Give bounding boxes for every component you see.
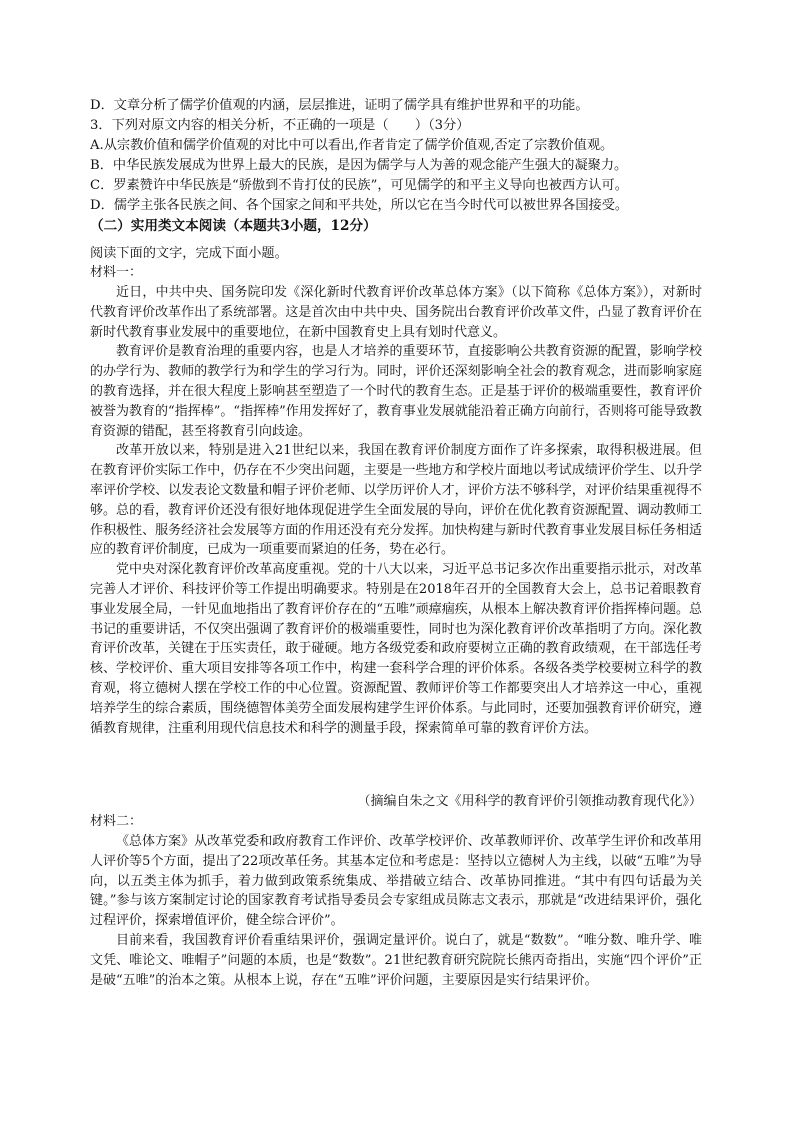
section-heading: （二）实用类文本阅读（本题共3小题，12分） [90,218,377,234]
material1-source: （摘编自朱之文《用科学的教育评价引领推动教育现代化》） [357,794,702,809]
material2-body [90,832,702,990]
material2-label: 材料二： [90,814,143,829]
q3-option-c: C．罗素赞许中华民族是“骄傲到不肯打仗的民族”，可见儒学的和平主义导向也被西方认可。 [90,178,628,193]
instruction: 阅读下面的文字，完成下面小题。 [90,246,288,261]
material1-paragraph: 教育评价是教育治理的重要内容，也是人才培养的重要环节，直接影响公共教育资源的配置，影响学校的办学行为、教师的教学行为和学生的学习行为。同时，评价还深刻影响全社会的教育观念，进而影响家庭的教育选择，并在很大程度上影响甚至塑造了一个时代的教育生态。正是基于评价的极端重要性，教育评价被誉为教育的“指挥棒”。“指挥棒”作用发挥好了，教育事业发展就能沿着正确方向前行，否则将可能导致教育资源的错配，甚至将教育引向歧途。 [90,344,702,439]
material1-paragraph: 改革开放以来，特别是进入21世纪以来，我国在教育评价制度方面作了许多探索，取得积极进展。但在教育评价实际工作中，仍存在不少突出问题，主要是一些地方和学校片面地以考试成绩评价学生、以升学率评价学校、以发表论文数量和帽子评价老师、以学历评价人才，评价方法不够科学，对评价结果重视得不够。总的看，教育评价还没有很好地体现促进学生全面发展的导向，评价在优化教育资源配置、调动教师工作积极性、服务经济社会发展等方面的作用还没有充分发挥。加快构建与新时代教育事业发展目标任务相适应的教育评价制度，已成为一项重要而紧迫的任务，势在必行。 [90,443,702,558]
material1-body [90,283,702,738]
q3-option-b: B．中华民族发展成为世界上最大的民族，是因为儒学与人为善的观念能产生强大的凝聚力。 [90,158,628,173]
material1-paragraph: 近日，中共中央、国务院印发《深化新时代教育评价改革总体方案》（以下简称《总体方案》），对新时代教育评价改革作出了系统部署。这是首次由中共中央、国务院出台教育评价改革文件，凸显了教育评价在新时代教育事业发展中的重要地位，在新中国教育史上具有划时代意义。 [90,285,702,340]
q3-option-a: A.从宗教价值和儒学价值观的对比中可以看出,作者肯定了儒学价值观,否定了宗教价值观。 [90,138,614,153]
q3-option-d: D．儒学主张各民族之间、各个国家之间和平共处，所以它在当今时代可以被世界各国接受。 [90,198,629,213]
q3-stem: 3．下列对原文内容的相关分析，不正确的一项是（ ）（3分） [90,118,470,133]
material2-paragraph: 目前来看，我国教育评价看重结果评价，强调定量评价。说白了，就是“数数”。“唯分数、唯升学、唯文凭、唯论文、唯帽子”问题的本质，也是“数数”。21世纪教育研究院院长熊丙奇指出，实施“四个评价”正是破“五唯”的治本之策。从根本上说，存在“五唯”评价问题，主要原因是实行结果评价。 [90,932,702,988]
material2-paragraph: 《总体方案》从改革党委和政府教育工作评价、改革学校评价、改革教师评价、改革学生评价和改革用人评价等5个方面，提出了22项改革任务。其基本定位和考虑是：坚持以立德树人为主线，以破“五唯”为导向，以五类主体为抓手，着力做到政策系统集成、举措破立结合、改革协同推进。“其中有四句话最为关键。”参与该方案制定讨论的国家教育考试指导委员会专家组成员陈志文表示，那就是“改进结果评价，强化过程评价，探索增值评价，健全综合评价”。 [90,834,702,929]
q2-option-d: D．文章分析了儒学价值观的内涵，层层推进，证明了儒学具有维护世界和平的功能。 [90,98,589,113]
material1-label: 材料一： [90,265,143,280]
material1-paragraph: 党中央对深化教育评价改革高度重视。党的十八大以来，习近平总书记多次作出重要指示批示，对改革完善人才评价、科技评价等工作提出明确要求。特别是在2018年召开的全国教育大会上，总书记着眼教育事业发展全局，一针见血地指出了教育评价存在的“五唯”顽瘴痼疾，从根本上解决教育评价指挥棒问题。总书记的重要讲话，不仅突出强调了教育评价的极端重要性，同时也为深化教育评价改革指明了方向。深化教育评价改革，关键在于压实责任，敢于碰硬。地方各级党委和政府要树立正确的教育政绩观，在干部选任考核、学校评价、重大项目安排等各项工作中，构建一套科学合理的评价体系。各级各类学校要树立科学的教育观，将立德树人摆在学校工作的中心位置。资源配置、教师评价等工作都要突出人才培养这一中心，重视培养学生的综合素质，围绕德智体美劳全面发展构建学生评价体系。与此同时，还要加强教育评价研究，遵循教育规律，注重利用现代信息技术和科学的测量手段，探索简单可靠的教育评价方法。 [90,562,702,736]
